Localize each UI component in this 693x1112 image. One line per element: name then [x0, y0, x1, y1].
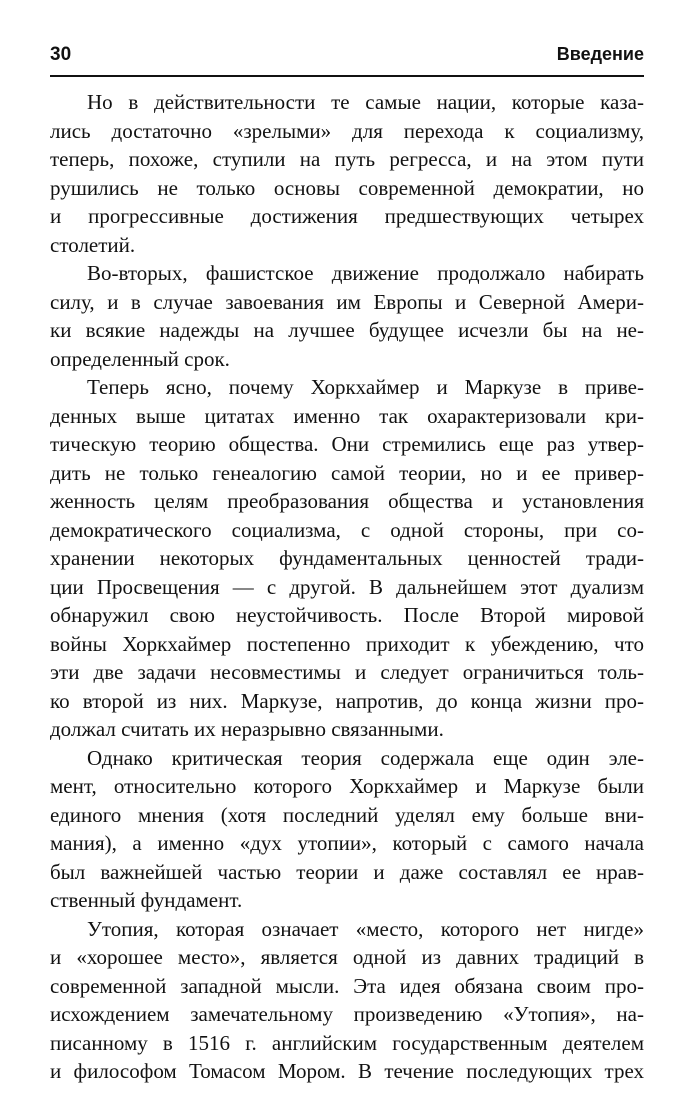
text-line: должал считать их неразрывно связанными. — [50, 717, 444, 741]
text-line: денных выше цитатах именно так охарактеризовали кри- — [50, 403, 644, 428]
paragraph — [50, 373, 644, 744]
text-line: ко второй из них. Маркузе, напротив, до конца жизни про- — [50, 688, 644, 713]
text-line: войны Хоркхаймер постепенно приходит к убеждению, что — [50, 631, 644, 656]
text-line: демократического социализма, с одной стороны, при со- — [50, 517, 644, 542]
text-line: эти две задачи несовместимы и следует ограничиться толь- — [50, 660, 644, 684]
body-text — [50, 88, 644, 1086]
paragraph — [50, 259, 644, 373]
text-line: определенный срок. — [50, 346, 230, 371]
text-line: женность целям преобразования общества и установления — [50, 489, 644, 513]
text-line: и философом Томасом Мором. В течение последующих трех — [50, 1059, 644, 1083]
page-header — [50, 44, 644, 74]
text-line: писанному в 1516 г. английским государственным деятелем — [50, 1030, 644, 1055]
text-line: ции Просвещения — с другой. В дальнейшем этот дуализм — [50, 574, 644, 599]
text-line: тическую теорию общества. Они стремились еще раз утвер- — [50, 432, 644, 456]
text-line: рушились не только основы современной демократии, но — [50, 175, 644, 200]
text-line: ки всякие надежды на лучшее будущее исчезли бы на не- — [50, 318, 644, 342]
header-rule — [50, 75, 644, 77]
paragraph — [50, 915, 644, 1086]
text-line: Однако критическая теория содержала еще один эле- — [87, 745, 644, 770]
text-line: мент, относительно которого Хоркхаймер и Маркузе были — [50, 774, 644, 798]
text-line: обнаружил свою неустойчивость. После Второй мировой — [50, 603, 644, 627]
text-line: и «хорошее место», является одной из давних традиций в — [50, 945, 644, 969]
running-head: Введение — [556, 44, 644, 64]
text-line: был важнейшей частью теории и даже составлял ее нрав- — [50, 859, 644, 884]
text-line: исхождением замечательному произведению «Утопия», на- — [50, 1002, 644, 1026]
text-line: теперь, похоже, ступили на путь регресса, и на этом пути — [50, 147, 644, 171]
paragraph — [50, 744, 644, 915]
text-line: Во-вторых, фашистское движение продолжало набирать — [87, 261, 644, 285]
text-line: дить не только генеалогию самой теории, но и ее привер- — [50, 460, 644, 485]
text-line: Утопия, которая означает «место, которого нет нигде» — [87, 916, 644, 941]
text-line: ственный фундамент. — [50, 888, 243, 912]
text-line: силу, и в случае завоевания им Европы и Северной Амери- — [50, 289, 644, 314]
page-number: 30 — [50, 44, 72, 65]
text-line: лись достаточно «зрелыми» для перехода к социализму, — [50, 118, 644, 143]
text-line: единого мнения (хотя последний уделял ему больше вни- — [50, 802, 644, 827]
text-line: Но в действительности те самые нации, которые каза- — [87, 90, 644, 114]
text-line: мания), а именно «дух утопии», который с самого начала — [50, 831, 644, 855]
text-line: столетий. — [50, 232, 136, 257]
text-line: Теперь ясно, почему Хоркхаймер и Маркузе в приве- — [87, 375, 644, 399]
paragraph — [50, 88, 644, 259]
text-line: современной западной мысли. Эта идея обязана своим про- — [50, 973, 644, 998]
text-line: и прогрессивные достижения предшествующих четырех — [50, 204, 644, 228]
text-line: хранении некоторых фундаментальных ценностей тради- — [50, 546, 644, 570]
